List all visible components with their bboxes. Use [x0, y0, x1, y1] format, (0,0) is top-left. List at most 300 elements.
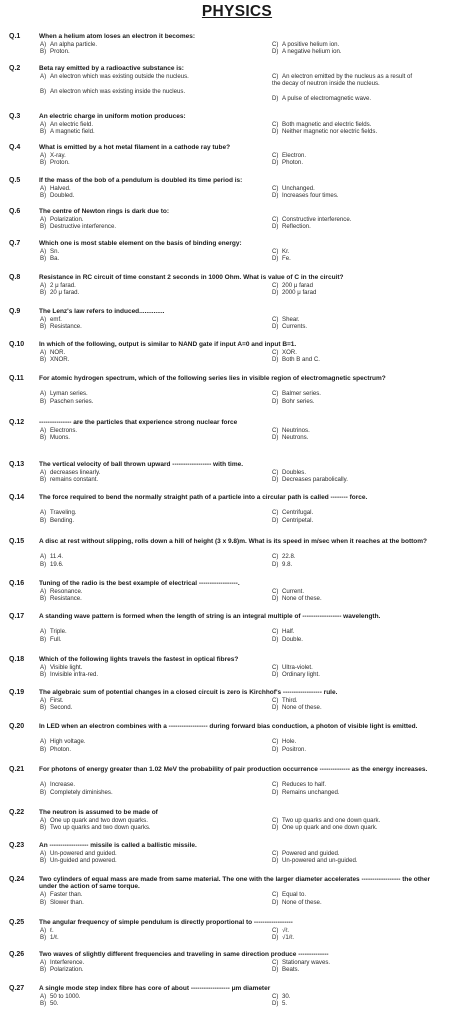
question-number: Q.22	[9, 809, 25, 816]
option-text: High voltage.	[50, 738, 86, 746]
option-letter: A)	[40, 348, 47, 356]
option-text: Positron.	[282, 745, 307, 753]
option-letter: A)	[40, 247, 47, 255]
option-d	[272, 824, 422, 831]
option-letter: C)	[272, 40, 279, 48]
option-c	[272, 850, 422, 857]
question-text: Beta ray emitted by a radioactive substance is:	[39, 65, 184, 72]
option-letter: B)	[40, 87, 47, 95]
option-letter: A)	[40, 696, 47, 704]
option-text: Half.	[282, 628, 295, 636]
option-text: Completely diminishes.	[50, 788, 113, 796]
option-text: Polarization.	[50, 966, 84, 974]
option-text: Shear.	[282, 315, 300, 323]
option-letter: C)	[272, 587, 279, 595]
question-text: What is emitted by a hot metal filament in a cathode ray tube?	[39, 144, 231, 151]
option-text: Traveling.	[50, 509, 77, 517]
option-letter: A)	[40, 781, 47, 789]
option-c	[272, 349, 422, 356]
option-text: Triple.	[50, 628, 67, 636]
question-text: A standing wave pattern is formed when the length of string is an integral multiple of ------------------ wavelength.	[39, 613, 381, 620]
option-letter: C)	[272, 958, 279, 966]
option-text: decreases linearly.	[50, 468, 101, 476]
option-letter: A)	[40, 891, 47, 899]
option-letter: B)	[40, 434, 47, 442]
option-letter: A)	[40, 390, 47, 398]
option-a	[40, 553, 255, 560]
option-letter: D)	[272, 397, 279, 405]
option-d	[272, 746, 422, 753]
option-b	[40, 1000, 255, 1007]
option-b	[40, 899, 255, 906]
option-letter: B)	[40, 595, 47, 603]
option-text: 50.	[50, 1000, 59, 1008]
option-letter: A)	[40, 587, 47, 595]
option-text: Resistance.	[50, 323, 82, 331]
option-letter: C)	[272, 992, 279, 1000]
option-a	[40, 41, 255, 48]
option-text: Fe.	[282, 255, 291, 263]
option-text: Paschen series.	[50, 397, 94, 405]
option-letter: B)	[40, 1000, 47, 1008]
option-letter: B)	[40, 788, 47, 796]
option-b	[40, 356, 255, 363]
option-text: A negative helium ion.	[282, 48, 342, 56]
option-b	[40, 223, 255, 230]
option-letter: A)	[40, 958, 47, 966]
option-letter: A)	[40, 663, 47, 671]
option-letter: C)	[272, 849, 279, 857]
option-letter: C)	[272, 696, 279, 704]
option-letter: B)	[40, 128, 47, 136]
option-b	[40, 48, 255, 55]
option-letter: B)	[40, 223, 47, 231]
option-b	[40, 934, 255, 941]
option-letter: D)	[272, 595, 279, 603]
option-a	[40, 738, 255, 745]
question-number: Q.5	[9, 177, 21, 184]
option-text: √ℓ.	[282, 926, 290, 934]
option-letter: D)	[272, 255, 279, 263]
question-number: Q.25	[9, 919, 25, 926]
question-number: Q.9	[9, 308, 21, 315]
option-text: Slower than.	[50, 898, 84, 906]
option-text: Resistance.	[50, 595, 82, 603]
question-text: The neutron is assumed to be made of	[39, 809, 158, 816]
option-text: Ordinary light.	[282, 671, 320, 679]
option-text: Electron.	[282, 151, 307, 159]
option-text: Neither magnetic nor electric fields.	[282, 128, 378, 136]
question-text: If the mass of the bob of a pendulum is doubled its time period is:	[39, 177, 243, 184]
option-text: Reduces to half.	[282, 781, 327, 789]
option-b	[40, 289, 255, 296]
question-text: In which of the following, output is similar to NAND gate if input A=0 and input B=1.	[39, 341, 297, 348]
option-text: 1/ℓ.	[50, 934, 59, 942]
option-text: Both magnetic and electric fields.	[282, 120, 372, 128]
option-c	[272, 390, 422, 397]
option-text: Balmer series.	[282, 390, 321, 398]
option-d	[272, 223, 422, 230]
option-c	[272, 738, 422, 745]
option-letter: B)	[40, 671, 47, 679]
option-text: ℓ.	[50, 926, 54, 934]
page-title: PHYSICS	[201, 3, 273, 20]
option-text: Un-powered and un-guided.	[282, 857, 358, 865]
question-number: Q.20	[9, 723, 25, 730]
option-text: Photon.	[50, 745, 72, 753]
option-text: XOR.	[282, 348, 297, 356]
question-number: Q.15	[9, 538, 25, 545]
option-letter: A)	[40, 72, 47, 80]
option-letter: C)	[272, 781, 279, 789]
question-text: The Lenz's law refers to induced..............	[39, 308, 165, 315]
question-number: Q.4	[9, 144, 21, 151]
option-letter: A)	[40, 151, 47, 159]
option-b	[40, 966, 255, 973]
option-c	[272, 509, 422, 516]
option-d	[272, 192, 422, 199]
option-letter: D)	[272, 824, 279, 832]
option-b	[40, 789, 255, 796]
option-text: An alpha particle.	[50, 40, 98, 48]
option-b	[40, 561, 255, 568]
option-text: A positive helium ion.	[282, 40, 340, 48]
option-c	[272, 588, 422, 595]
option-letter: B)	[40, 635, 47, 643]
question-number: Q.21	[9, 766, 25, 773]
option-letter: A)	[40, 738, 47, 746]
option-letter: C)	[272, 426, 279, 434]
option-a	[40, 781, 255, 788]
option-b	[40, 824, 255, 831]
option-letter: D)	[272, 159, 279, 167]
option-text: Polarization.	[50, 215, 84, 223]
option-a	[40, 469, 255, 476]
option-a	[40, 152, 255, 159]
option-c	[272, 185, 422, 192]
option-text: Stationary waves.	[282, 958, 331, 966]
option-letter: D)	[272, 192, 279, 200]
option-text: Neutrinos.	[282, 426, 310, 434]
question-text: A single mode step index fibre has core of about ------------------ μm diameter	[39, 985, 271, 992]
option-a	[40, 316, 255, 323]
question-text: In LED when an electron combines with a ------------------ during forward bias conduction, a photon of visible light is emitted.	[39, 723, 418, 730]
option-text: Constructive interference.	[282, 215, 352, 223]
option-d	[272, 48, 422, 55]
option-letter: D)	[272, 434, 279, 442]
option-a	[40, 121, 255, 128]
option-a	[40, 509, 255, 516]
option-b	[40, 398, 255, 405]
option-d	[272, 159, 422, 166]
option-letter: D)	[272, 560, 279, 568]
option-letter: A)	[40, 184, 47, 192]
option-a	[40, 248, 255, 255]
option-text: Kr.	[282, 247, 290, 255]
option-c	[272, 427, 422, 434]
option-text: Doubled.	[50, 192, 75, 200]
option-letter: B)	[40, 745, 47, 753]
option-c	[272, 469, 422, 476]
option-d	[272, 595, 422, 602]
option-letter: D)	[272, 48, 279, 56]
option-letter: A)	[40, 509, 47, 517]
option-letter: C)	[272, 926, 279, 934]
option-a	[40, 349, 255, 356]
question-text: Resistance in RC circuit of time constant 2 seconds in 1000 Ohm. What is value of C in the circuit?	[39, 274, 344, 281]
option-c	[272, 282, 422, 289]
option-letter: D)	[272, 323, 279, 331]
option-letter: C)	[272, 816, 279, 824]
option-letter: A)	[40, 40, 47, 48]
option-text: Beats.	[282, 966, 300, 974]
option-letter: A)	[40, 553, 47, 561]
option-text: None of these.	[282, 704, 322, 712]
question-number: Q.2	[9, 65, 21, 72]
option-d	[272, 561, 422, 568]
option-text: Increases four times.	[282, 192, 339, 200]
option-text: Muons.	[50, 434, 70, 442]
option-text: Ba.	[50, 255, 60, 263]
question-number: Q.27	[9, 985, 25, 992]
option-letter: D)	[272, 745, 279, 753]
question-text: The vertical velocity of ball thrown upward ------------------ with time.	[39, 461, 244, 468]
option-c	[272, 664, 422, 671]
option-letter: B)	[40, 824, 47, 832]
option-text: None of these.	[282, 595, 322, 603]
option-letter: A)	[40, 849, 47, 857]
option-text: Increase.	[50, 781, 76, 789]
option-a	[40, 817, 255, 824]
option-letter: C)	[272, 553, 279, 561]
option-letter: D)	[272, 934, 279, 942]
option-text: Equal to.	[282, 891, 307, 899]
option-text: One up quark and one down quark.	[282, 824, 378, 832]
option-letter: C)	[272, 468, 279, 476]
option-letter: A)	[40, 281, 47, 289]
question-text: An ------------------ missile is called a ballistic missile.	[39, 842, 197, 849]
option-text: XNOR.	[50, 356, 70, 364]
option-text: NOR.	[50, 348, 66, 356]
option-letter: A)	[40, 215, 47, 223]
option-letter: C)	[272, 315, 279, 323]
option-letter: C)	[272, 663, 279, 671]
option-text: Resonance.	[50, 587, 83, 595]
option-letter: C)	[272, 151, 279, 159]
option-letter: B)	[40, 48, 47, 56]
option-letter: B)	[40, 476, 47, 484]
option-letter: B)	[40, 289, 47, 297]
option-text: Decreases parabolically.	[282, 476, 348, 484]
option-b	[40, 517, 255, 524]
option-letter: A)	[40, 468, 47, 476]
option-text: Both B and C.	[282, 356, 320, 364]
option-a	[40, 282, 255, 289]
option-letter: C)	[272, 120, 279, 128]
option-d	[272, 966, 422, 973]
option-letter: A)	[40, 816, 47, 824]
option-b	[40, 746, 255, 753]
option-text: 19.6.	[50, 560, 64, 568]
question-text: When a helium atom loses an electron it becomes:	[39, 33, 196, 40]
option-text: Unchanged.	[282, 184, 315, 192]
option-a	[40, 588, 255, 595]
option-d	[272, 255, 422, 262]
option-b	[40, 159, 255, 166]
option-d	[272, 671, 422, 678]
option-letter: A)	[40, 315, 47, 323]
option-letter: C)	[272, 281, 279, 289]
option-a	[40, 959, 255, 966]
option-letter: B)	[40, 159, 47, 167]
option-letter: D)	[272, 128, 279, 136]
option-b	[40, 857, 255, 864]
question-text: Two cylinders of equal mass are made from same material. The one with the larger diameter accelerates ------------------ the other under the action of same torque.	[39, 876, 431, 891]
option-c	[272, 73, 422, 88]
option-letter: D)	[272, 857, 279, 865]
question-text: The centre of Newton rings is dark due to:	[39, 208, 170, 215]
option-b	[40, 704, 255, 711]
option-letter: B)	[40, 516, 47, 524]
option-letter: B)	[40, 192, 47, 200]
option-c	[272, 41, 422, 48]
option-letter: B)	[40, 704, 47, 712]
option-c	[272, 216, 422, 223]
option-text: 5.	[282, 1000, 288, 1008]
option-text: An electron which was existing inside the nucleus.	[50, 87, 186, 95]
option-letter: A)	[40, 992, 47, 1000]
question-text: The algebraic sum of potential changes in a closed circuit is zero is Kirchhof's ------------------ rule.	[39, 689, 338, 696]
option-d	[272, 128, 422, 135]
option-letter: C)	[272, 247, 279, 255]
option-text: Lyman series.	[50, 390, 88, 398]
option-b	[40, 476, 255, 483]
option-letter: C)	[272, 72, 279, 80]
option-d	[272, 517, 422, 524]
option-a	[40, 628, 255, 635]
option-text: 22.8.	[282, 553, 296, 561]
option-text: Currents.	[282, 323, 308, 331]
option-text: Current.	[282, 587, 305, 595]
question-number: Q.16	[9, 580, 25, 587]
option-letter: B)	[40, 397, 47, 405]
option-c	[272, 152, 422, 159]
question-number: Q.8	[9, 274, 21, 281]
option-letter: D)	[272, 635, 279, 643]
option-letter: C)	[272, 390, 279, 398]
option-text: Visible light.	[50, 663, 83, 671]
question-text: Two waves of slightly different frequencies and traveling in same direction produce --------------	[39, 951, 329, 958]
option-letter: B)	[40, 934, 47, 942]
option-text: Two up quarks and two down quarks.	[50, 824, 151, 832]
option-letter: A)	[40, 426, 47, 434]
option-letter: D)	[272, 289, 279, 297]
option-text: Halved.	[50, 184, 71, 192]
question-number: Q.3	[9, 113, 21, 120]
option-a	[40, 927, 255, 934]
option-a	[40, 664, 255, 671]
question-text: For photons of energy greater than 1.02 MeV the probability of pair production occurrence -------------- as the energy increases.	[39, 766, 428, 773]
option-text: Destructive interference.	[50, 223, 117, 231]
option-text: 9.8.	[282, 560, 293, 568]
option-text: 2000 μ farad	[282, 289, 317, 297]
option-text: An electron emitted by the nucleus as a result of the decay of neutron inside the nucleus.	[272, 72, 413, 88]
option-d	[272, 899, 422, 906]
option-b	[40, 323, 255, 330]
option-text: Remains unchanged.	[282, 788, 340, 796]
option-c	[272, 697, 422, 704]
option-c	[272, 248, 422, 255]
option-text: 50 to 1000.	[50, 992, 81, 1000]
option-text: An electric field.	[50, 120, 94, 128]
option-letter: D)	[272, 476, 279, 484]
option-letter: D)	[272, 1000, 279, 1008]
option-b	[40, 88, 255, 95]
option-letter: D)	[272, 788, 279, 796]
option-d	[272, 934, 422, 941]
option-text: 20 μ farad.	[50, 289, 80, 297]
option-text: Bending.	[50, 516, 75, 524]
question-text: An electric charge in uniform motion produces:	[39, 113, 186, 120]
option-text: emf.	[50, 315, 62, 323]
option-a	[40, 185, 255, 192]
option-text: 200 μ farad	[282, 281, 313, 289]
option-text: An electron which was existing outside the nucleus.	[50, 72, 189, 80]
question-number: Q.23	[9, 842, 25, 849]
option-letter: A)	[40, 628, 47, 636]
option-letter: C)	[272, 184, 279, 192]
option-letter: C)	[272, 738, 279, 746]
option-text: Un-guided and powered.	[50, 857, 117, 865]
option-text: One up quark and two down quarks.	[50, 816, 148, 824]
option-a	[40, 993, 255, 1000]
option-letter: D)	[272, 898, 279, 906]
option-c	[272, 959, 422, 966]
option-text: 30.	[282, 992, 291, 1000]
option-text: Faster than.	[50, 891, 83, 899]
option-b	[40, 595, 255, 602]
option-letter: B)	[40, 560, 47, 568]
option-d	[272, 356, 422, 363]
option-c	[272, 927, 422, 934]
option-c	[272, 553, 422, 560]
question-text: The force required to bend the normally straight path of a particle into a circular path is called -------- force.	[39, 494, 368, 501]
option-text: Photon.	[282, 159, 304, 167]
option-letter: D)	[272, 704, 279, 712]
option-text: Ultra-violet.	[282, 663, 313, 671]
question-number: Q.26	[9, 951, 25, 958]
option-letter: B)	[40, 966, 47, 974]
option-text: √1/ℓ.	[282, 934, 295, 942]
question-number: Q.19	[9, 689, 25, 696]
option-d	[272, 1000, 422, 1007]
option-letter: D)	[272, 966, 279, 974]
option-d	[272, 95, 422, 102]
option-c	[272, 993, 422, 1000]
question-text: The angular frequency of simple pendulum is directly proportional to ------------------	[39, 919, 293, 926]
option-letter: B)	[40, 857, 47, 865]
option-text: Centripetal.	[282, 516, 314, 524]
option-text: Powered and guided.	[282, 849, 340, 857]
option-letter: D)	[272, 671, 279, 679]
option-d	[272, 857, 422, 864]
question-number: Q.12	[9, 419, 25, 426]
option-c	[272, 781, 422, 788]
option-text: Centrifugal.	[282, 509, 314, 517]
question-number: Q.10	[9, 341, 25, 348]
question-number: Q.13	[9, 461, 25, 468]
option-text: A pulse of electromagnetic wave.	[282, 94, 372, 102]
